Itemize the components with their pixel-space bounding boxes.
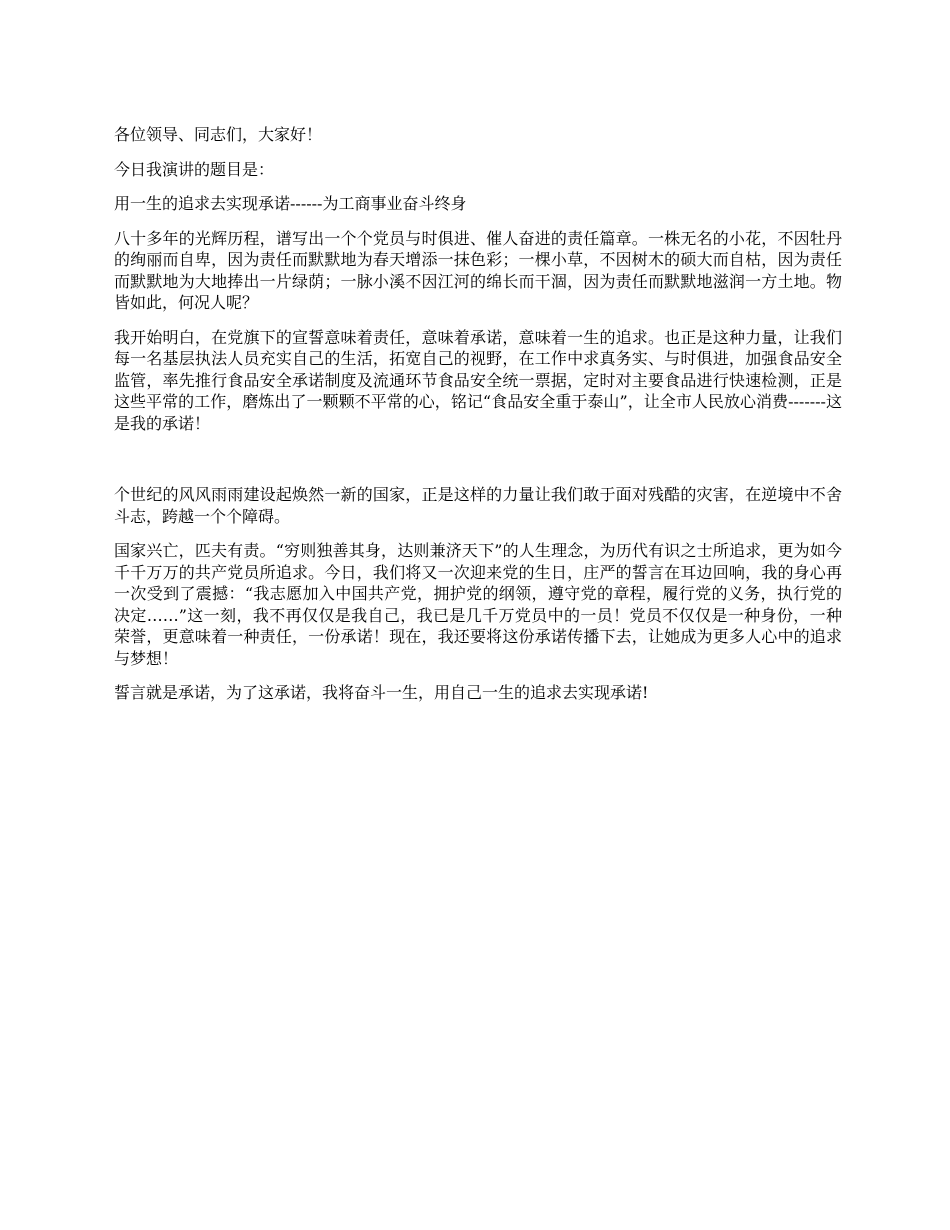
blank-gap [114, 447, 842, 484]
intro-line: 今日我演讲的题目是： [114, 159, 275, 179]
paragraph: 我开始明白，在党旗下的宣誓意味着责任，意味着承诺，意味着一生的追求。也正是这种力量，让我们每一名基层执法人员充实自己的生活，拓宽自己的视野，在工作中求真务实、与时俱进，加强食品安全监管，率先推行食品安全承诺制度及流通环节食品安全统一票据，定时对主要食品进行快速检测，正是这些平常的工作，磨炼出了一颗颗不平常的心，铭记“食品安全重于泰山”，让全市人民放心消费-------这是我的承诺！ [114, 327, 842, 433]
closing-paragraph: 誓言就是承诺，为了这承诺，我将奋斗一生，用自己一生的追求去实现承诺! [114, 683, 649, 702]
speech-body [114, 124, 842, 717]
greeting: 各位领导、同志们，大家好！ [114, 125, 323, 144]
paragraph: 八十多年的光辉历程，谱写出一个个党员与时俱进、催人奋进的责任篇章。一株无名的小花，不因牡丹的绚丽而自卑，因为责任而默默地为春天增添一抹色彩；一棵小草，不因树木的硕大而自枯，因为责任而默默地为大地捧出一片绿荫；一脉小溪不因江河的绵长而干涸，因为责任而默默地滋润一方土地。物皆如此，何况人呢？ [114, 228, 842, 312]
speech-title: 用一生的追求去实现承诺------为工商事业奋斗终身 [114, 194, 467, 213]
paragraph: 个世纪的风风雨雨建设起焕然一新的国家，正是这样的力量让我们敢于面对残酷的灾害，在逆境中不舍斗志，跨越一个个障碍。 [114, 485, 842, 526]
paragraph: 国家兴亡，匹夫有责。“穷则独善其身，达则兼济天下”的人生理念，为历代有识之士所追求，更为如今千千万万的共产党员所追求。今日，我们将又一次迎来党的生日，庄严的誓言在耳边回响，我的身心再一次受到了震撼：“我志愿加入中国共产党，拥护党的纲领，遵守党的章程，履行党的义务，执行党的决定……”这一刻，我不再仅仅是我自己，我已是几千万党员中的一员！党员不仅仅是一种身份，一种荣誉，更意味着一种责任，一份承诺！现在，我还要将这份承诺传播下去，让她成为更多人心中的追求与梦想！ [114, 541, 842, 668]
